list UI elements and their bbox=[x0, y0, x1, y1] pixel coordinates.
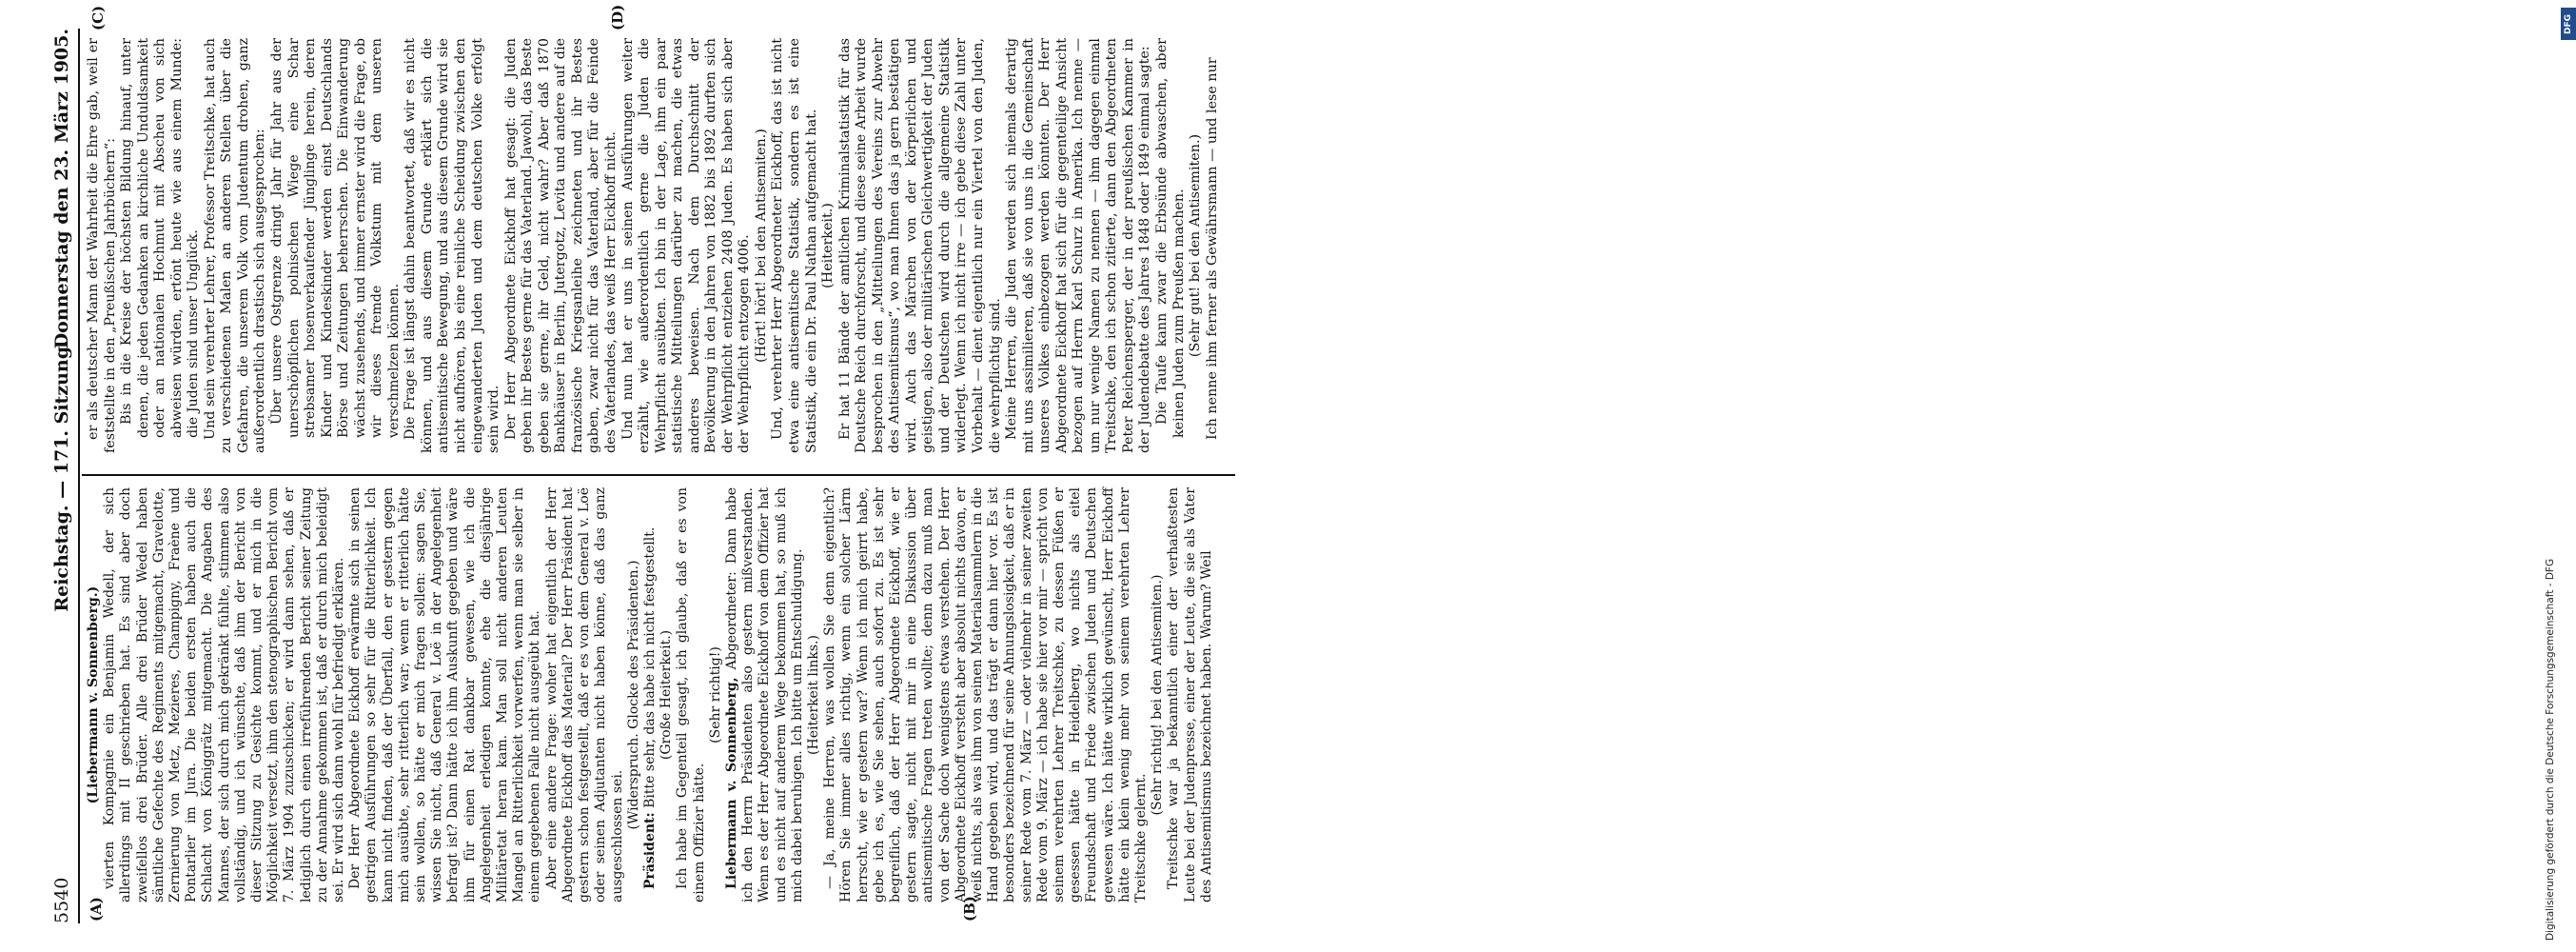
speaker-paragraph bbox=[642, 487, 659, 902]
interjection: (Heiterkeit links.) bbox=[805, 635, 821, 755]
session-date: Donnerstag den 23. März 1905. bbox=[51, 29, 72, 349]
paragraph: Ich nenne ihm ferner als Gewährsmann — und lese nur bbox=[1204, 57, 1220, 440]
speaker-name: Liebermann v. Sonnenberg, bbox=[723, 677, 739, 889]
paragraph: Treitschke war ja bekanntlich einer der verhaßtesten Leute bei der Judenpresse, einer der Leute, die sie als Vater des Antisemitismus bezeichnet haben. Warum? Weil bbox=[1166, 487, 1214, 902]
paragraph: Und nun hat er uns in seinen Ausführungen weiter erzählt, wie außerordentlich gerne die Juden die Wehrpflicht ausübten. Ich bin in der Lage, ihm ein paar statistische Mitteilungen darüber zu machen, die etwas anderes beweisen. Nach dem Durchschnitt der Bevölkerung in den Jahren von 1882 bis 1892 durften sich der Wehrpflicht entziehen 2408 Juden. Es haben sich aber der Wehrpflicht entzogen 4006. bbox=[619, 38, 753, 453]
digitization-sidebar bbox=[1275, 0, 2573, 952]
paragraph: — Ja, meine Herren, was wollen Sie denn eigentlich? Hören Sie immer alles richtig, wenn ein solcher Lärm herrscht, wie er gestern war? Wenn ich mich geirrt habe, gebe ich es, wie Sie sehen, auch sofort zu. Es ist sehr begreiflich, daß der Herr Abgeordnete Eickhoff, wie er gestern sagte, nicht mit mir in eine Diskussion über antisemitische Fragen treten wollte; denn dazu muß man von der Sache doch wenigstens etwas verstehen. Der Herr Abgeordnete Eickhoff versteht aber absolut nichts davon, er weiß nichts, als was ihm von seinen Materialsammlern in die Hand gegeben wird, und das trägt er dann hier vor. Es ist besonders bezeichnend für seine Ahnungslosigkeit, daß er in seiner Rede vom 7. März — oder vielmehr in seiner zweiten Rede vom 9. März — ich habe sie hier vor mir — spricht von seinem verehrten Lehrer Treitschke, zu dessen Füßen er gesessen hätte in Heidelberg, wo nichts als eitel Freundschaft und Friede zwischen Juden und Deutschen gewesen wäre. Ich hätte wirklich gewünscht, Herr Eickhoff hätte ein klein wenig mehr von seinem verehrten Lehrer Treitschke gelernt. bbox=[822, 487, 1149, 902]
page-header bbox=[49, 29, 76, 923]
paragraph: Und, verehrter Herr Abgeordneter Eickhoff, das ist nicht etwa eine antisemitische Statistik, sondern es ist eine Statistik, die ein Dr. Paul Nathan aufgemacht hat. bbox=[770, 38, 819, 453]
margin-marker-a: (A) bbox=[88, 897, 105, 922]
speaker-text: Bitte sehr, das habe ich nicht festgestellt. bbox=[641, 526, 658, 808]
interjection: (Sehr gut! bei den Antisemiten.) bbox=[1188, 133, 1204, 358]
dfg-logo: DFG bbox=[2561, 8, 2576, 40]
paragraph: er als deutscher Mann der Wahrheit die Ehre gab, weil er feststellte in den „Preußischen Jahrbüchern“: bbox=[86, 38, 118, 453]
quotation: Die Taufe kann zwar die Erbsünde abwaschen, aber keinen Juden zum Preußen machen. bbox=[1154, 38, 1187, 438]
left-column bbox=[86, 487, 1215, 902]
interjection: (Sehr richtig!) bbox=[707, 646, 723, 744]
margin-marker-c: (C) bbox=[89, 5, 107, 30]
interjection: (Sehr richtig! bei den Antisemiten.) bbox=[1150, 574, 1166, 816]
session-title: Reichstag. — 171. Sitzung. bbox=[51, 340, 72, 612]
paragraph: Der Herr Abgeordnete Eickhoff erwärmte sich in seinen gestrigen Ausführungen so sehr für die Ritterlichkeit. Ich kann nicht finden, daß der Überfall, den er gestern gegen mich ausübte, sehr ritterlich war; wenn er ritterlich hätte sein wollen, so hätte er mich fragen sollen: sagen Sie, wissen Sie nicht, daß General v. Loë in der Angelegenheit befragt ist? Dann hätte ich ihm Auskunft gegeben und wäre ihm für einen Rat dankbar gewesen, wie ich die Angelegenheit erledigen konnte, ehe die diesjährige Militäretat heran kam. Man soll nicht anderen Leuten Mangel an Ritterlichkeit vorwerfen, wenn man sie selber in einem gegebenen Falle nicht ausgeübt hat. bbox=[347, 487, 543, 902]
document-page bbox=[29, 0, 1256, 952]
paragraph: Ich habe im Gegenteil gesagt, ich glaube, daß er es von einem Offizier hätte. bbox=[675, 487, 707, 902]
header-rule bbox=[78, 29, 80, 923]
paragraph: Die Frage ist längst dahin beantwortet, daß wir es nicht können, und aus diesem Grunde erklärt sich die antisemitische Bewegung, und aus diesem Grunde wird sie nicht aufhören, bis eine reinliche Scheidung zwischen den eingewanderten Juden und dem deutschen Volke erfolgt sein wird. bbox=[403, 38, 502, 453]
paragraph: Der Herr Abgeordnete Eickhoff hat gesagt: die Juden geben ihr Bestes gerne für das Vaterland. Jawohl, das Beste geben sie gerne, ihr Geld, nicht wahr? Aber daß 1870 Bankhäuser in Berlin, Jutergotz, Levita und andere auf die französische Kriegsanleihe zeichneten und ihr Bestes gaben, zwar nicht für das Vaterland, aber für die Feinde des Vaterlandes, das weiß Herr Eickhoff nicht. bbox=[502, 38, 619, 453]
column-separator bbox=[82, 474, 1235, 476]
speaker-paragraph bbox=[724, 487, 806, 902]
right-column bbox=[86, 38, 1221, 453]
paragraph: Er hat 11 Bände der amtlichen Kriminalstatistik für das Deutsche Reich durchforscht, und diese seine Arbeit wurde besprochen in den „Mitteilungen des Vereins zur Abwehr des Antisemitismus“, wo man Ihnen das ja gern bestätigen wird. Auch das Märchen von der körperlichen und geistigen, also der militärischen Gleichwertigkeit der Juden und der Deutschen wird durch die allgemeine Statistik widerlegt. Wenn ich nicht irre — ich gebe diese Zahl unter Vorbehalt — dient eigentlich nur ein Viertel von den Juden, die wehrpflichtig sind. bbox=[836, 38, 1003, 453]
quotation: Über unsere Ostgrenze dringt Jahr für Jahr aus der unerschöpflichen polnischen Wiege eine Schar strebsamer hosenverkaufender Jünglinge herein, deren Kinder und Kindeskinder werden einst Deutschlands Börse und Zeitungen beherrschen. Die Einwanderung wächst zusehends, und immer ernster wird die Frage, ob wir dieses fremde Volkstum mit dem unseren verschmelzen können. bbox=[269, 38, 402, 438]
paragraph: vierten Kompagnie ein Benjamin Wedell, der sich allerdings mit II geschrieben hat. Es sind aber doch zweifellos drei Brüder. Alle drei Brüder Wedel haben sämtliche Gefechte des Regiments mitgemacht, Gravelotte, Zernierung von Metz, Mezieres, Champigny, Fraène und Pontarlier im Jura. Die beiden ersten haben auch die Schlacht von Königgrätz mitgemacht. Die Angaben des Mannes, der sich durch mich gekränkt fühlte, stimmen also vollständig, und ich wünschte, daß ihm der Bericht von dieser Sitzung zu Gesichte kommt, und er mich in die Möglichkeit versetzt, ihm den stenographischen Bericht vom 7. März 1904 zuzuschicken; er wird dann sehen, daß er lediglich durch einen irreführenden Bericht seiner Zeitung zu der Annahme gekommen ist, daß er durch mich beleidigt sei. Er wird sich dann wohl für befriedigt erklären. bbox=[102, 487, 347, 902]
margin-marker-b: (B) bbox=[961, 896, 978, 922]
paragraph: Aber eine andere Frage: woher hat eigentlich der Herr Abgeordnete Eickhoff das Material? Der Herr Präsident hat gestern schon festgestellt, daß er es von dem General v. Loë oder seinen Adjutanten nicht haben könne, daß das ganz ausgeschlossen sei. bbox=[543, 487, 625, 902]
speaker-text: Abgeordneter: Dann habe ich den Herrn Präsidenten also gestern mißverstanden. Wenn es der Herr Abgeordnete Eickhoff von dem Offizier hat und es nicht auf anderem Wege bekommen hat, so muß ich mich dabei beruhigen. Ich bitte um Entschuldigung. bbox=[723, 487, 805, 902]
paragraph: Und sein verehrter Lehrer, Professor Treitschke, hat auch zu verschiedenen Malen an anderen Stellen über die Gefahren, die unserem Volk vom Judentum drohen, ganz außerordentlich drastisch sich ausgesprochen: bbox=[202, 38, 268, 453]
paragraph: Meine Herren, die Juden werden sich niemals derartig mit uns assimilieren, daß sie von uns in die Gemeinschaft unseres Volkes einbezogen werden könnten. Der Herr Abgeordnete Eickhoff hat sich für die gegenteilige Ansicht bezogen auf Herrn Karl Schurz in Amerika. Ich nenne — um nur wenige Namen zu nennen — ihm dagegen einmal Treitschke, den ich schon zitierte, dann den Abgeordneten Peter Reichensperger, der in der preußischen Kammer in der Judendebatte des Jahres 1848 oder 1849 einmal sagte: bbox=[1004, 38, 1153, 453]
interjection: (Hört! hört! bei den Antisemiten.) bbox=[753, 129, 769, 363]
speaker-continuation: (Liebermann v. Sonnenberg.) bbox=[86, 585, 101, 804]
speaker-name: Präsident: bbox=[641, 812, 658, 889]
quotation: Bis in die Kreise der höchsten Bildung hinauf, unter denen, die jeden Gedanken an kirchliche Unduldsamkeit oder an nationalen Hochmut mit Abscheu von sich abweisen würden, ertönt heute wie aus einem Munde: die Juden sind unser Unglück. bbox=[119, 38, 202, 438]
page-number: 5540 bbox=[51, 877, 72, 923]
interjection: (Große Heiterkeit.) bbox=[659, 629, 675, 761]
interjection: (Widerspruch. Glocke des Präsidenten.) bbox=[625, 560, 641, 830]
interjection: (Heiterkeit.) bbox=[820, 203, 836, 288]
margin-marker-d: (D) bbox=[609, 4, 626, 30]
digitization-note: Digitalisierung gefördert durch die Deutsche Forschungsgemeinschaft - DFG bbox=[2545, 558, 2556, 941]
